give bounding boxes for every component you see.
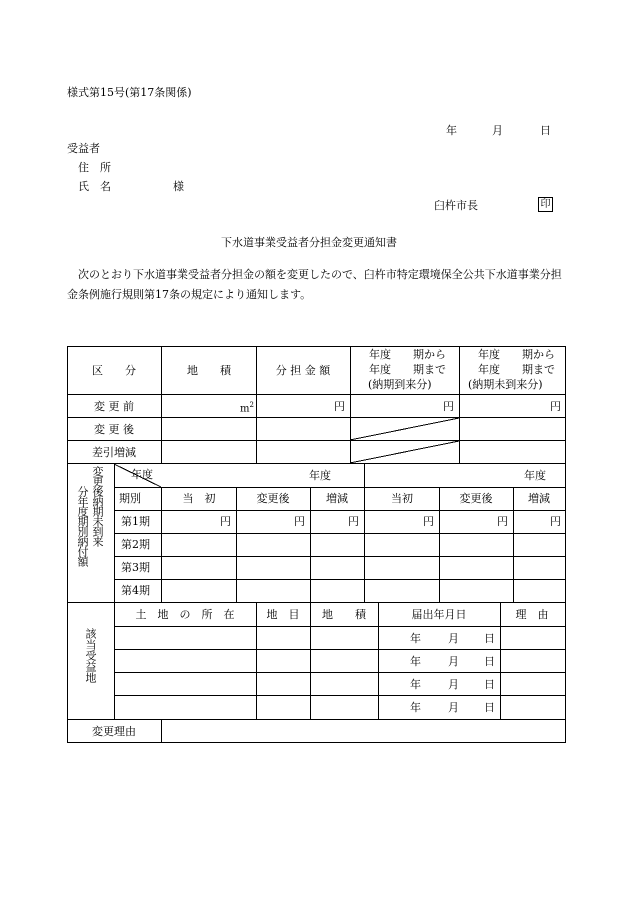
yen-6: 円 [550, 515, 561, 528]
period-1: 第1期 [121, 515, 150, 528]
header-amount: 分 担 金 額 [275, 364, 331, 377]
col-diff-2: 増減 [528, 492, 550, 505]
col-initial-2: 当初 [391, 492, 413, 505]
date-day-label: 日 [540, 124, 551, 137]
installment-year-label: 年度 [131, 468, 153, 481]
land-header-location: 土 地 の 所 在 [135, 608, 235, 621]
header-kubun: 区 分 [92, 364, 136, 377]
land-date-month-1: 月 [448, 632, 459, 645]
header-notdue-note: (納期未到来分) [468, 378, 543, 391]
installment-fy2: 年度 [524, 469, 546, 482]
unit-yen-notdue: 円 [550, 400, 561, 413]
land-header-type: 地 目 [266, 608, 300, 621]
land-header-date: 届出年月日 [411, 608, 467, 621]
installment-side-label-1: 変更後納期未到来 [91, 466, 104, 546]
installment-fy1: 年度 [309, 469, 331, 482]
name-label: 氏 名 [78, 180, 111, 193]
land-date-month-2: 月 [448, 655, 459, 668]
row-diff-label: 差引増減 [92, 446, 136, 459]
seal-stamp: 印 [538, 197, 553, 212]
col-diff-1: 増減 [326, 492, 348, 505]
header-notdue-to: 年度 期まで [478, 363, 555, 376]
unit-yen-due: 円 [443, 400, 454, 413]
header-due-to: 年度 期まで [369, 363, 446, 376]
issuer-name: 臼杵市長 [434, 199, 478, 212]
period-3: 第3期 [121, 561, 150, 574]
header-due-note: (納期到来分) [368, 378, 432, 391]
change-reason-label: 変更理由 [92, 725, 136, 738]
land-date-day-4: 日 [484, 701, 495, 714]
document-title: 下水道事業受益者分担金変更通知書 [221, 236, 397, 249]
row-after-label: 変 更 後 [94, 423, 134, 436]
land-date-day-3: 日 [484, 678, 495, 691]
period-4: 第4期 [121, 584, 150, 597]
land-date-day-2: 日 [484, 655, 495, 668]
honorific-label: 様 [173, 180, 184, 193]
header-due-from: 年度 期から [369, 348, 446, 361]
land-date-year-2: 年 [410, 655, 421, 668]
header-notdue-from: 年度 期から [478, 348, 555, 361]
col-initial-1: 当 初 [182, 492, 216, 505]
yen-4: 円 [423, 515, 434, 528]
recipient-label: 受益者 [67, 142, 100, 155]
body-paragraph: 次のとおり下水道事業受益者分担金の額を変更したので、臼杵市特定環境保全公共下水道事業分担金条例施行規則第17条の規定により通知します。 [67, 268, 562, 301]
land-date-month-4: 月 [448, 701, 459, 714]
yen-2: 円 [294, 515, 305, 528]
land-date-year-1: 年 [410, 632, 421, 645]
date-year-label: 年 [446, 124, 457, 137]
header-area: 地 積 [187, 364, 231, 377]
land-header-reason: 理 由 [515, 608, 549, 621]
land-header-area: 地 積 [322, 608, 366, 621]
land-date-month-3: 月 [448, 678, 459, 691]
land-date-year-4: 年 [410, 701, 421, 714]
yen-3: 円 [348, 515, 359, 528]
period-2: 第2期 [121, 538, 150, 551]
installment-period-label: 期別 [119, 492, 141, 505]
unit-square-meter: $m^2$ [240, 401, 254, 415]
date-month-label: 月 [492, 124, 503, 137]
col-changed-1: 変更後 [256, 492, 290, 505]
installment-side-label-2: 分年度期別納付額 [76, 486, 89, 566]
land-side-label: 該当受益地 [84, 628, 97, 683]
yen-1: 円 [220, 515, 231, 528]
yen-5: 円 [497, 515, 508, 528]
row-before-label: 変 更 前 [94, 400, 134, 413]
col-changed-2: 変更後 [459, 492, 493, 505]
land-date-year-3: 年 [410, 678, 421, 691]
address-label: 住 所 [78, 161, 111, 174]
unit-yen-amount: 円 [334, 400, 345, 413]
form-number: 様式第15号(第17条関係) [67, 86, 192, 99]
land-date-day-1: 日 [484, 632, 495, 645]
